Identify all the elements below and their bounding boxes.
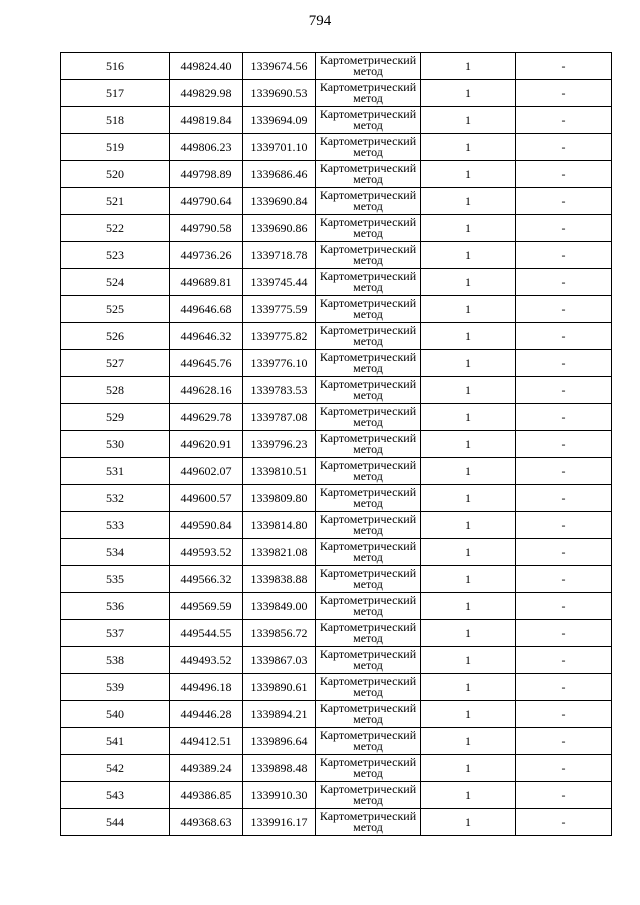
point-number-cell: 523 xyxy=(61,242,170,269)
method-cell xyxy=(316,728,421,755)
method-cell xyxy=(316,539,421,566)
table-row xyxy=(61,458,612,485)
note-cell: - xyxy=(516,593,612,620)
y-coordinate-cell: 1339896.64 xyxy=(243,728,316,755)
note-cell: - xyxy=(516,134,612,161)
x-coordinate-cell: 449819.84 xyxy=(170,107,243,134)
method-line2: метод xyxy=(353,739,383,753)
point-number-cell: 518 xyxy=(61,107,170,134)
y-coordinate-cell: 1339701.10 xyxy=(243,134,316,161)
method-cell xyxy=(316,242,421,269)
table-row xyxy=(61,134,612,161)
method-line1: Картометрический xyxy=(319,593,417,607)
x-coordinate-cell: 449368.63 xyxy=(170,809,243,836)
method-cell xyxy=(316,215,421,242)
note-cell: - xyxy=(516,566,612,593)
x-coordinate-cell: 449496.18 xyxy=(170,674,243,701)
method-cell xyxy=(316,269,421,296)
count-cell: 1 xyxy=(421,620,516,647)
method-line1: Картометрический xyxy=(319,269,417,283)
table-row xyxy=(61,647,612,674)
count-cell: 1 xyxy=(421,323,516,350)
y-coordinate-cell: 1339745.44 xyxy=(243,269,316,296)
table-row xyxy=(61,53,612,80)
point-number-cell: 525 xyxy=(61,296,170,323)
method-line1: Картометрический xyxy=(319,512,417,526)
y-coordinate-cell: 1339898.48 xyxy=(243,755,316,782)
y-coordinate-cell: 1339810.51 xyxy=(243,458,316,485)
point-number-cell: 529 xyxy=(61,404,170,431)
method-cell xyxy=(316,593,421,620)
table-row xyxy=(61,782,612,809)
x-coordinate-cell: 449824.40 xyxy=(170,53,243,80)
y-coordinate-cell: 1339718.78 xyxy=(243,242,316,269)
point-number-cell: 534 xyxy=(61,539,170,566)
note-cell: - xyxy=(516,296,612,323)
note-cell: - xyxy=(516,107,612,134)
table-row xyxy=(61,593,612,620)
method-line2: метод xyxy=(353,64,383,78)
page-number: 794 xyxy=(308,13,332,29)
method-line2: метод xyxy=(353,442,383,456)
table-row xyxy=(61,377,612,404)
point-number-cell: 536 xyxy=(61,593,170,620)
method-line2: метод xyxy=(353,766,383,780)
table-row xyxy=(61,539,612,566)
coordinates-table xyxy=(60,52,612,836)
method-line2: метод xyxy=(353,199,383,213)
method-line2: метод xyxy=(353,253,383,267)
note-cell: - xyxy=(516,377,612,404)
method-line1: Картометрический xyxy=(319,296,417,310)
point-number-cell: 530 xyxy=(61,431,170,458)
note-cell: - xyxy=(516,782,612,809)
note-cell: - xyxy=(516,80,612,107)
point-number-cell: 526 xyxy=(61,323,170,350)
x-coordinate-cell: 449829.98 xyxy=(170,80,243,107)
method-line2: метод xyxy=(353,523,383,537)
note-cell: - xyxy=(516,485,612,512)
table-row xyxy=(61,350,612,377)
method-line1: Картометрический xyxy=(319,107,417,121)
table-row xyxy=(61,269,612,296)
count-cell: 1 xyxy=(421,242,516,269)
method-line1: Картометрический xyxy=(319,809,417,823)
method-line2: метод xyxy=(353,469,383,483)
count-cell: 1 xyxy=(421,647,516,674)
x-coordinate-cell: 449386.85 xyxy=(170,782,243,809)
count-cell: 1 xyxy=(421,377,516,404)
y-coordinate-cell: 1339894.21 xyxy=(243,701,316,728)
table-row xyxy=(61,161,612,188)
method-line2: метод xyxy=(353,226,383,240)
y-coordinate-cell: 1339809.80 xyxy=(243,485,316,512)
table-row xyxy=(61,404,612,431)
y-coordinate-cell: 1339694.09 xyxy=(243,107,316,134)
note-cell: - xyxy=(516,620,612,647)
method-line1: Картометрический xyxy=(319,485,417,499)
method-line1: Картометрический xyxy=(319,80,417,94)
method-cell xyxy=(316,323,421,350)
method-line2: метод xyxy=(353,820,383,834)
table-row xyxy=(61,809,612,836)
y-coordinate-cell: 1339690.84 xyxy=(243,188,316,215)
method-cell xyxy=(316,566,421,593)
method-cell xyxy=(316,755,421,782)
point-number-cell: 539 xyxy=(61,674,170,701)
method-cell xyxy=(316,485,421,512)
point-number-cell: 538 xyxy=(61,647,170,674)
table-row xyxy=(61,107,612,134)
method-line1: Картометрический xyxy=(319,134,417,148)
table-row xyxy=(61,188,612,215)
x-coordinate-cell: 449790.58 xyxy=(170,215,243,242)
note-cell: - xyxy=(516,242,612,269)
y-coordinate-cell: 1339867.03 xyxy=(243,647,316,674)
count-cell: 1 xyxy=(421,350,516,377)
method-line2: метод xyxy=(353,307,383,321)
x-coordinate-cell: 449566.32 xyxy=(170,566,243,593)
count-cell: 1 xyxy=(421,215,516,242)
count-cell: 1 xyxy=(421,107,516,134)
method-line2: метод xyxy=(353,334,383,348)
method-line1: Картометрический xyxy=(319,215,417,229)
note-cell: - xyxy=(516,431,612,458)
point-number-cell: 524 xyxy=(61,269,170,296)
method-line2: метод xyxy=(353,280,383,294)
point-number-cell: 537 xyxy=(61,620,170,647)
x-coordinate-cell: 449736.26 xyxy=(170,242,243,269)
y-coordinate-cell: 1339849.00 xyxy=(243,593,316,620)
y-coordinate-cell: 1339838.88 xyxy=(243,566,316,593)
x-coordinate-cell: 449798.89 xyxy=(170,161,243,188)
method-line2: метод xyxy=(353,604,383,618)
note-cell: - xyxy=(516,512,612,539)
method-line1: Картометрический xyxy=(319,377,417,391)
y-coordinate-cell: 1339814.80 xyxy=(243,512,316,539)
method-cell xyxy=(316,647,421,674)
method-line2: метод xyxy=(353,388,383,402)
method-cell xyxy=(316,458,421,485)
count-cell: 1 xyxy=(421,80,516,107)
method-line1: Картометрический xyxy=(319,674,417,688)
point-number-cell: 535 xyxy=(61,566,170,593)
method-line2: метод xyxy=(353,361,383,375)
method-cell xyxy=(316,674,421,701)
x-coordinate-cell: 449544.55 xyxy=(170,620,243,647)
table-row xyxy=(61,80,612,107)
method-line1: Картометрический xyxy=(319,431,417,445)
point-number-cell: 519 xyxy=(61,134,170,161)
table-row xyxy=(61,242,612,269)
count-cell: 1 xyxy=(421,539,516,566)
method-cell xyxy=(316,53,421,80)
method-line1: Картометрический xyxy=(319,53,417,67)
count-cell: 1 xyxy=(421,269,516,296)
x-coordinate-cell: 449593.52 xyxy=(170,539,243,566)
method-line1: Картометрический xyxy=(319,161,417,175)
point-number-cell: 520 xyxy=(61,161,170,188)
count-cell: 1 xyxy=(421,296,516,323)
x-coordinate-cell: 449590.84 xyxy=(170,512,243,539)
method-line2: метод xyxy=(353,631,383,645)
point-number-cell: 532 xyxy=(61,485,170,512)
x-coordinate-cell: 449600.57 xyxy=(170,485,243,512)
note-cell: - xyxy=(516,53,612,80)
method-line1: Картометрический xyxy=(319,323,417,337)
x-coordinate-cell: 449569.59 xyxy=(170,593,243,620)
table-row xyxy=(61,296,612,323)
note-cell: - xyxy=(516,404,612,431)
table-body xyxy=(61,53,612,836)
point-number-cell: 543 xyxy=(61,782,170,809)
point-number-cell: 541 xyxy=(61,728,170,755)
table-row xyxy=(61,728,612,755)
note-cell: - xyxy=(516,701,612,728)
x-coordinate-cell: 449646.68 xyxy=(170,296,243,323)
table-row xyxy=(61,485,612,512)
x-coordinate-cell: 449629.78 xyxy=(170,404,243,431)
count-cell: 1 xyxy=(421,161,516,188)
count-cell: 1 xyxy=(421,728,516,755)
note-cell: - xyxy=(516,458,612,485)
x-coordinate-cell: 449806.23 xyxy=(170,134,243,161)
method-cell xyxy=(316,161,421,188)
note-cell: - xyxy=(516,323,612,350)
note-cell: - xyxy=(516,161,612,188)
x-coordinate-cell: 449620.91 xyxy=(170,431,243,458)
table-row xyxy=(61,674,612,701)
y-coordinate-cell: 1339916.17 xyxy=(243,809,316,836)
y-coordinate-cell: 1339776.10 xyxy=(243,350,316,377)
method-line1: Картометрический xyxy=(319,188,417,202)
table-row xyxy=(61,323,612,350)
method-line2: метод xyxy=(353,685,383,699)
method-line1: Картометрический xyxy=(319,647,417,661)
x-coordinate-cell: 449446.28 xyxy=(170,701,243,728)
table-row xyxy=(61,215,612,242)
note-cell: - xyxy=(516,215,612,242)
method-line2: метод xyxy=(353,658,383,672)
note-cell: - xyxy=(516,350,612,377)
count-cell: 1 xyxy=(421,674,516,701)
point-number-cell: 516 xyxy=(61,53,170,80)
x-coordinate-cell: 449790.64 xyxy=(170,188,243,215)
y-coordinate-cell: 1339775.82 xyxy=(243,323,316,350)
method-line1: Картометрический xyxy=(319,755,417,769)
method-cell xyxy=(316,134,421,161)
point-number-cell: 521 xyxy=(61,188,170,215)
x-coordinate-cell: 449628.16 xyxy=(170,377,243,404)
count-cell: 1 xyxy=(421,782,516,809)
y-coordinate-cell: 1339796.23 xyxy=(243,431,316,458)
method-line1: Картометрический xyxy=(319,350,417,364)
method-cell xyxy=(316,350,421,377)
x-coordinate-cell: 449645.76 xyxy=(170,350,243,377)
point-number-cell: 531 xyxy=(61,458,170,485)
note-cell: - xyxy=(516,647,612,674)
method-cell xyxy=(316,377,421,404)
y-coordinate-cell: 1339674.56 xyxy=(243,53,316,80)
method-line2: метод xyxy=(353,145,383,159)
count-cell: 1 xyxy=(421,458,516,485)
note-cell: - xyxy=(516,809,612,836)
point-number-cell: 528 xyxy=(61,377,170,404)
y-coordinate-cell: 1339690.86 xyxy=(243,215,316,242)
method-cell xyxy=(316,620,421,647)
count-cell: 1 xyxy=(421,404,516,431)
method-line2: метод xyxy=(353,415,383,429)
method-cell xyxy=(316,188,421,215)
count-cell: 1 xyxy=(421,755,516,782)
y-coordinate-cell: 1339686.46 xyxy=(243,161,316,188)
method-line2: метод xyxy=(353,496,383,510)
count-cell: 1 xyxy=(421,566,516,593)
point-number-cell: 544 xyxy=(61,809,170,836)
y-coordinate-cell: 1339775.59 xyxy=(243,296,316,323)
method-line2: метод xyxy=(353,793,383,807)
method-line2: метод xyxy=(353,577,383,591)
x-coordinate-cell: 449602.07 xyxy=(170,458,243,485)
table-row xyxy=(61,701,612,728)
y-coordinate-cell: 1339690.53 xyxy=(243,80,316,107)
method-line1: Картометрический xyxy=(319,566,417,580)
y-coordinate-cell: 1339910.30 xyxy=(243,782,316,809)
table-row xyxy=(61,512,612,539)
method-line2: метод xyxy=(353,712,383,726)
method-cell xyxy=(316,512,421,539)
count-cell: 1 xyxy=(421,431,516,458)
point-number-cell: 522 xyxy=(61,215,170,242)
note-cell: - xyxy=(516,269,612,296)
note-cell: - xyxy=(516,755,612,782)
method-cell xyxy=(316,431,421,458)
x-coordinate-cell: 449689.81 xyxy=(170,269,243,296)
point-number-cell: 540 xyxy=(61,701,170,728)
note-cell: - xyxy=(516,728,612,755)
method-line1: Картометрический xyxy=(319,728,417,742)
note-cell: - xyxy=(516,674,612,701)
method-line1: Картометрический xyxy=(319,539,417,553)
method-line1: Картометрический xyxy=(319,242,417,256)
count-cell: 1 xyxy=(421,485,516,512)
count-cell: 1 xyxy=(421,53,516,80)
count-cell: 1 xyxy=(421,512,516,539)
x-coordinate-cell: 449646.32 xyxy=(170,323,243,350)
note-cell: - xyxy=(516,539,612,566)
point-number-cell: 533 xyxy=(61,512,170,539)
x-coordinate-cell: 449389.24 xyxy=(170,755,243,782)
method-cell xyxy=(316,809,421,836)
method-line1: Картометрический xyxy=(319,404,417,418)
method-line1: Картометрический xyxy=(319,458,417,472)
table-row xyxy=(61,431,612,458)
method-cell xyxy=(316,782,421,809)
point-number-cell: 517 xyxy=(61,80,170,107)
method-cell xyxy=(316,296,421,323)
count-cell: 1 xyxy=(421,809,516,836)
y-coordinate-cell: 1339783.53 xyxy=(243,377,316,404)
table-row xyxy=(61,620,612,647)
method-cell xyxy=(316,404,421,431)
table-row xyxy=(61,755,612,782)
point-number-cell: 527 xyxy=(61,350,170,377)
method-cell xyxy=(316,80,421,107)
x-coordinate-cell: 449412.51 xyxy=(170,728,243,755)
count-cell: 1 xyxy=(421,701,516,728)
method-line1: Картометрический xyxy=(319,782,417,796)
table-row xyxy=(61,566,612,593)
count-cell: 1 xyxy=(421,188,516,215)
method-line1: Картометрический xyxy=(319,620,417,634)
point-number-cell: 542 xyxy=(61,755,170,782)
count-cell: 1 xyxy=(421,134,516,161)
note-cell: - xyxy=(516,188,612,215)
method-line2: метод xyxy=(353,91,383,105)
method-cell xyxy=(316,701,421,728)
method-cell xyxy=(316,107,421,134)
y-coordinate-cell: 1339821.08 xyxy=(243,539,316,566)
x-coordinate-cell: 449493.52 xyxy=(170,647,243,674)
method-line2: метод xyxy=(353,118,383,132)
y-coordinate-cell: 1339856.72 xyxy=(243,620,316,647)
y-coordinate-cell: 1339787.08 xyxy=(243,404,316,431)
method-line2: метод xyxy=(353,550,383,564)
method-line1: Картометрический xyxy=(319,701,417,715)
method-line2: метод xyxy=(353,172,383,186)
y-coordinate-cell: 1339890.61 xyxy=(243,674,316,701)
count-cell: 1 xyxy=(421,593,516,620)
